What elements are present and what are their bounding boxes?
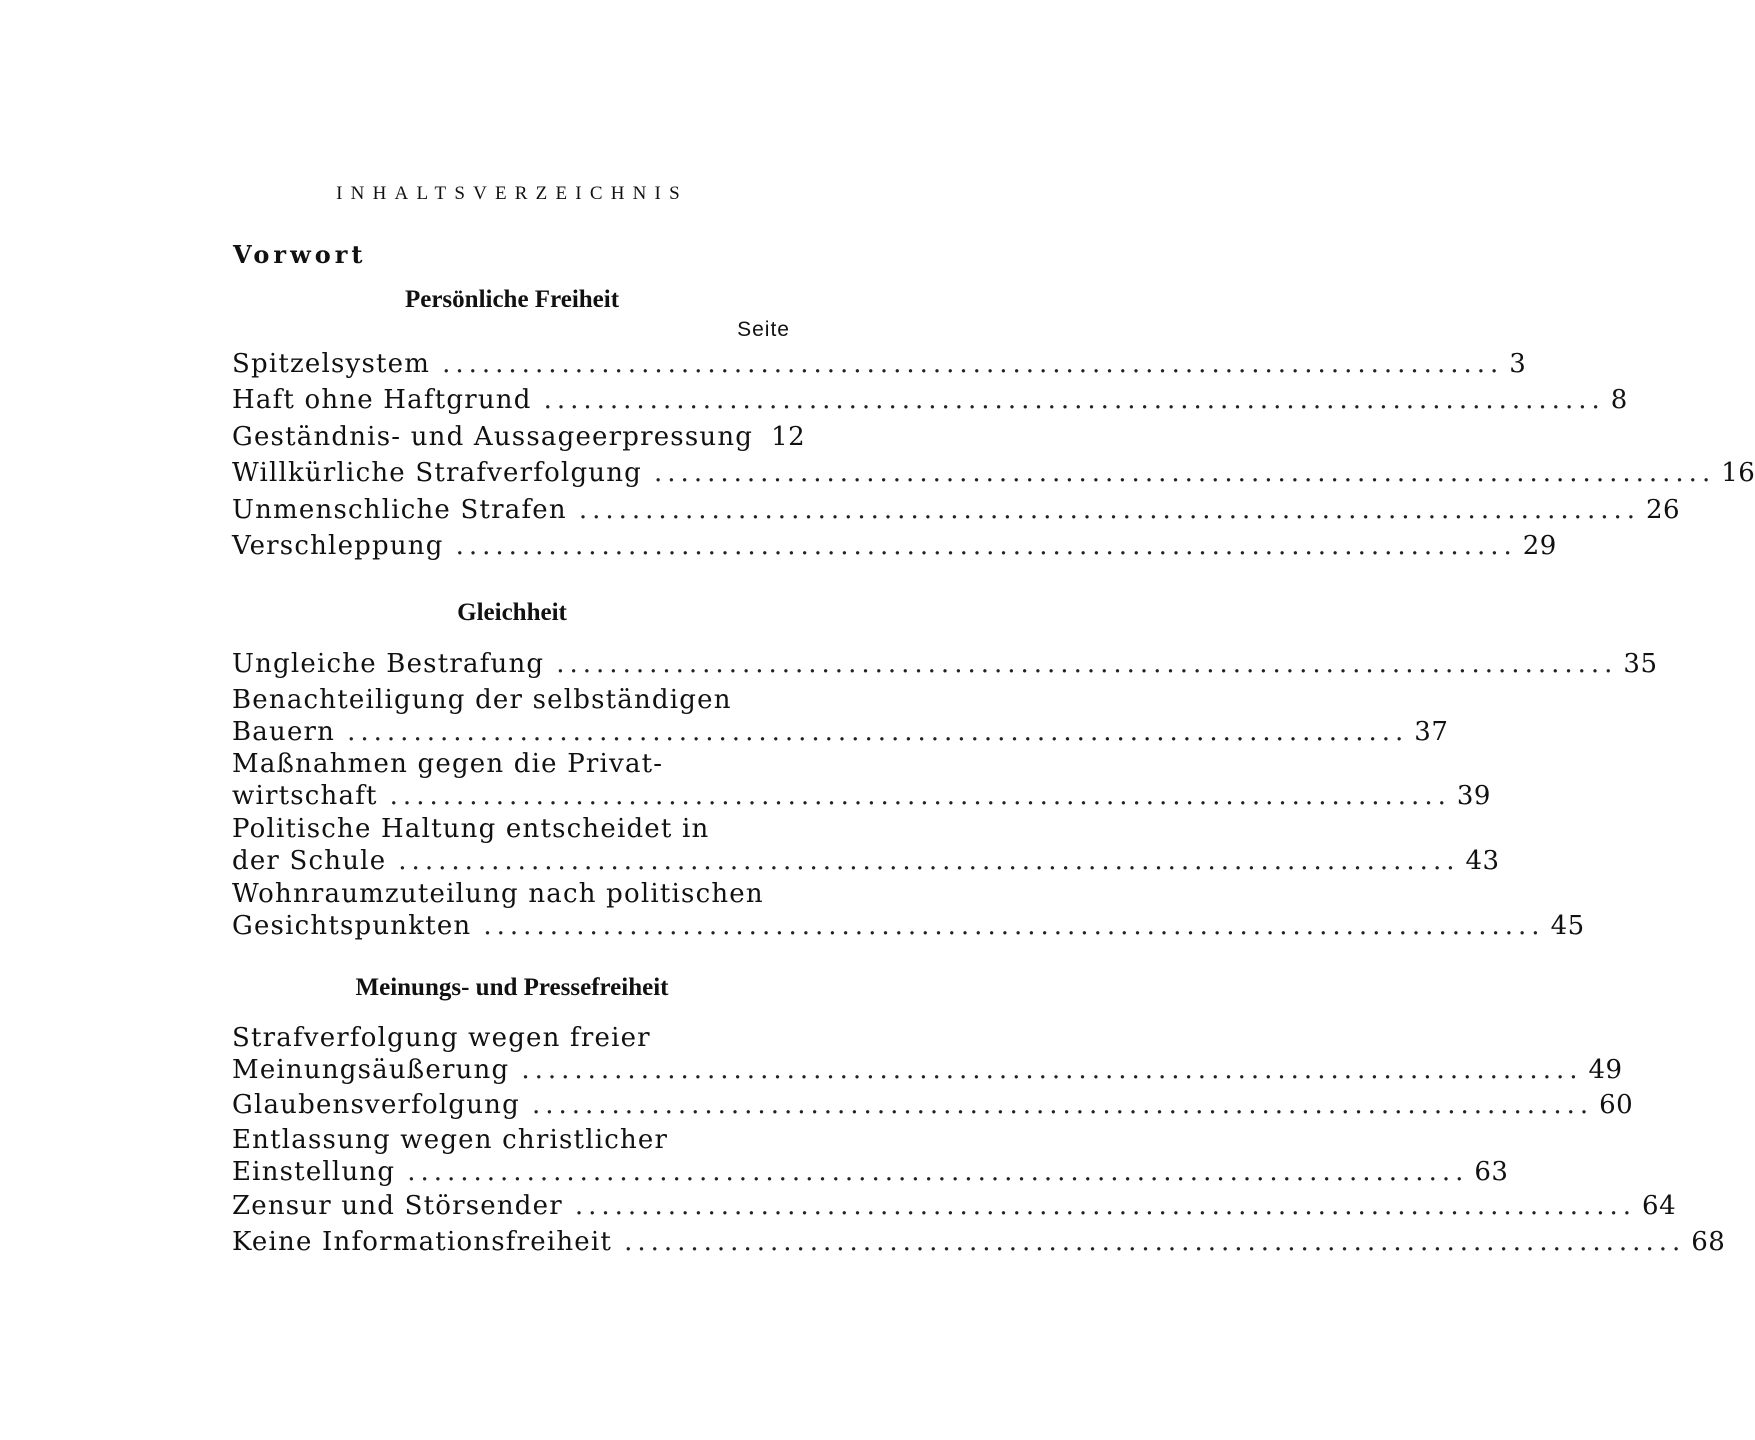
toc-entry[interactable] [232,684,1449,748]
toc-entry-first-line: Benachteiligung der selbständigen [232,685,732,715]
toc-entry-label: Meinungsäußerung [232,1055,510,1085]
section-heading-personal-freedom: Persönliche Freiheit [404,286,620,313]
toc-entry-line [232,421,806,453]
toc-entry[interactable] [232,384,1628,416]
toc-entry-page-number: 64 [1642,1191,1677,1221]
toc-entry-first-line: Wohnraumzuteilung nach politischen [232,879,764,909]
toc-entry[interactable] [232,748,1491,812]
toc-entry-label: Spitzelsystem [232,349,431,379]
toc-entry-line [232,910,1585,942]
toc-entry-first-line: Strafverfolgung wegen freier [232,1023,651,1053]
toc-entry-label: Gesichtspunkten [232,911,472,941]
toc-entry[interactable] [232,530,1557,562]
section-heading-equality: Gleichheit [457,599,567,626]
dot-leader: ................................................................................ [556,649,1618,679]
toc-entry-page-number: 26 [1646,495,1681,525]
dot-leader: ................................................................................ [624,1227,1686,1257]
toc-entry-line [232,1226,1726,1258]
toc-entry-line [232,1054,1623,1086]
section-heading-press-freedom: Meinungs- und Pressefreiheit [355,974,669,1001]
toc-entry-line [232,1089,1634,1121]
page-column-label: Seite [737,318,790,341]
dot-leader: ................................................................................ [398,846,1460,876]
toc-entry-label: Unmenschliche Strafen [232,495,567,525]
toc-entry-page-number: 35 [1623,649,1658,679]
toc-entry-page-number: 60 [1599,1090,1634,1120]
dot-leader: ................................................................................ [407,1157,1469,1187]
toc-entry-first-line: Maßnahmen gegen die Privat- [232,749,664,779]
dot-leader: ................................................................................ [442,349,1504,379]
toc-entry-page-number: 12 [771,422,806,452]
toc-entry-page-number: 16 [1721,458,1755,488]
toc-entry-line [232,457,1755,489]
toc-entry-page-number: 68 [1691,1227,1726,1257]
toc-entry[interactable] [232,813,1500,877]
toc-entry-label: Verschleppung [232,531,444,561]
dot-leader: ................................................................................ [578,495,1640,525]
toc-entry-label: der Schule [232,846,387,876]
toc-entry[interactable] [232,1190,1677,1222]
toc-entry[interactable] [232,457,1755,489]
toc-entry[interactable] [232,348,1527,380]
toc-entry[interactable] [232,1226,1726,1258]
toc-entry-page-number: 45 [1550,911,1585,941]
toc-entry-line [232,845,1500,877]
preface-heading: Vorwort [233,240,367,269]
dot-leader: ................................................................................ [531,1090,1594,1120]
toc-entry-page-number: 3 [1509,349,1527,379]
toc-entry[interactable] [232,1022,1623,1086]
toc-entry-page-number: 39 [1456,781,1491,811]
toc-entry-first-line: Entlassung wegen christlicher [232,1125,669,1155]
dot-leader: ................................................................................ [455,531,1517,561]
toc-entry-label: Glaubensverfolgung [232,1090,520,1120]
toc-entry-label: wirtschaft [232,781,378,811]
toc-entry-line [232,348,1527,380]
toc-entry-page-number: 43 [1465,846,1500,876]
toc-entry[interactable] [232,1124,1509,1188]
dot-leader: ................................................................................ [654,458,1716,488]
toc-entry[interactable] [232,648,1658,680]
dot-leader: ................................................................................ [389,781,1451,811]
toc-entry-first-line: Politische Haltung entscheidet in [232,814,710,844]
toc-entry-line [232,780,1491,812]
toc-entry-page-number: 8 [1610,385,1628,415]
toc-entry-line [232,530,1557,562]
toc-entry-label: Ungleiche Bestrafung [232,649,545,679]
toc-entry-page-number: 29 [1522,531,1557,561]
toc-entry[interactable] [232,421,806,453]
toc-entry[interactable] [232,878,1585,942]
toc-entry-label: Geständnis- und Aussageerpressung [232,422,754,452]
toc-entry-page-number: 37 [1414,717,1449,747]
toc-entry-line [232,1190,1677,1222]
toc-entry-line [232,716,1449,748]
toc-title: INHALTSVERZEICHNIS [336,183,688,204]
toc-entry-page-number: 63 [1474,1157,1509,1187]
toc-entry-line [232,648,1658,680]
toc-entry-label: Haft ohne Haftgrund [232,385,532,415]
toc-entry-label: Willkürliche Strafverfolgung [232,458,643,488]
toc-entry[interactable] [232,494,1681,526]
toc-entry-line [232,384,1628,416]
dot-leader: ................................................................................ [483,911,1545,941]
toc-entry-line [232,1156,1509,1188]
toc-entry-label: Keine Informationsfreiheit [232,1227,613,1257]
toc-entry[interactable] [232,1089,1634,1121]
dot-leader: ................................................................................ [347,717,1409,747]
toc-entry-page-number: 49 [1588,1055,1623,1085]
toc-entry-label: Einstellung [232,1157,396,1187]
toc-entry-label: Zensur und Störsender [232,1191,563,1221]
dot-leader: ................................................................................ [543,385,1605,415]
toc-entry-label: Bauern [232,717,336,747]
dot-leader: ................................................................................ [574,1191,1637,1221]
toc-entry-line [232,494,1681,526]
dot-leader: ................................................................................ [521,1055,1583,1085]
